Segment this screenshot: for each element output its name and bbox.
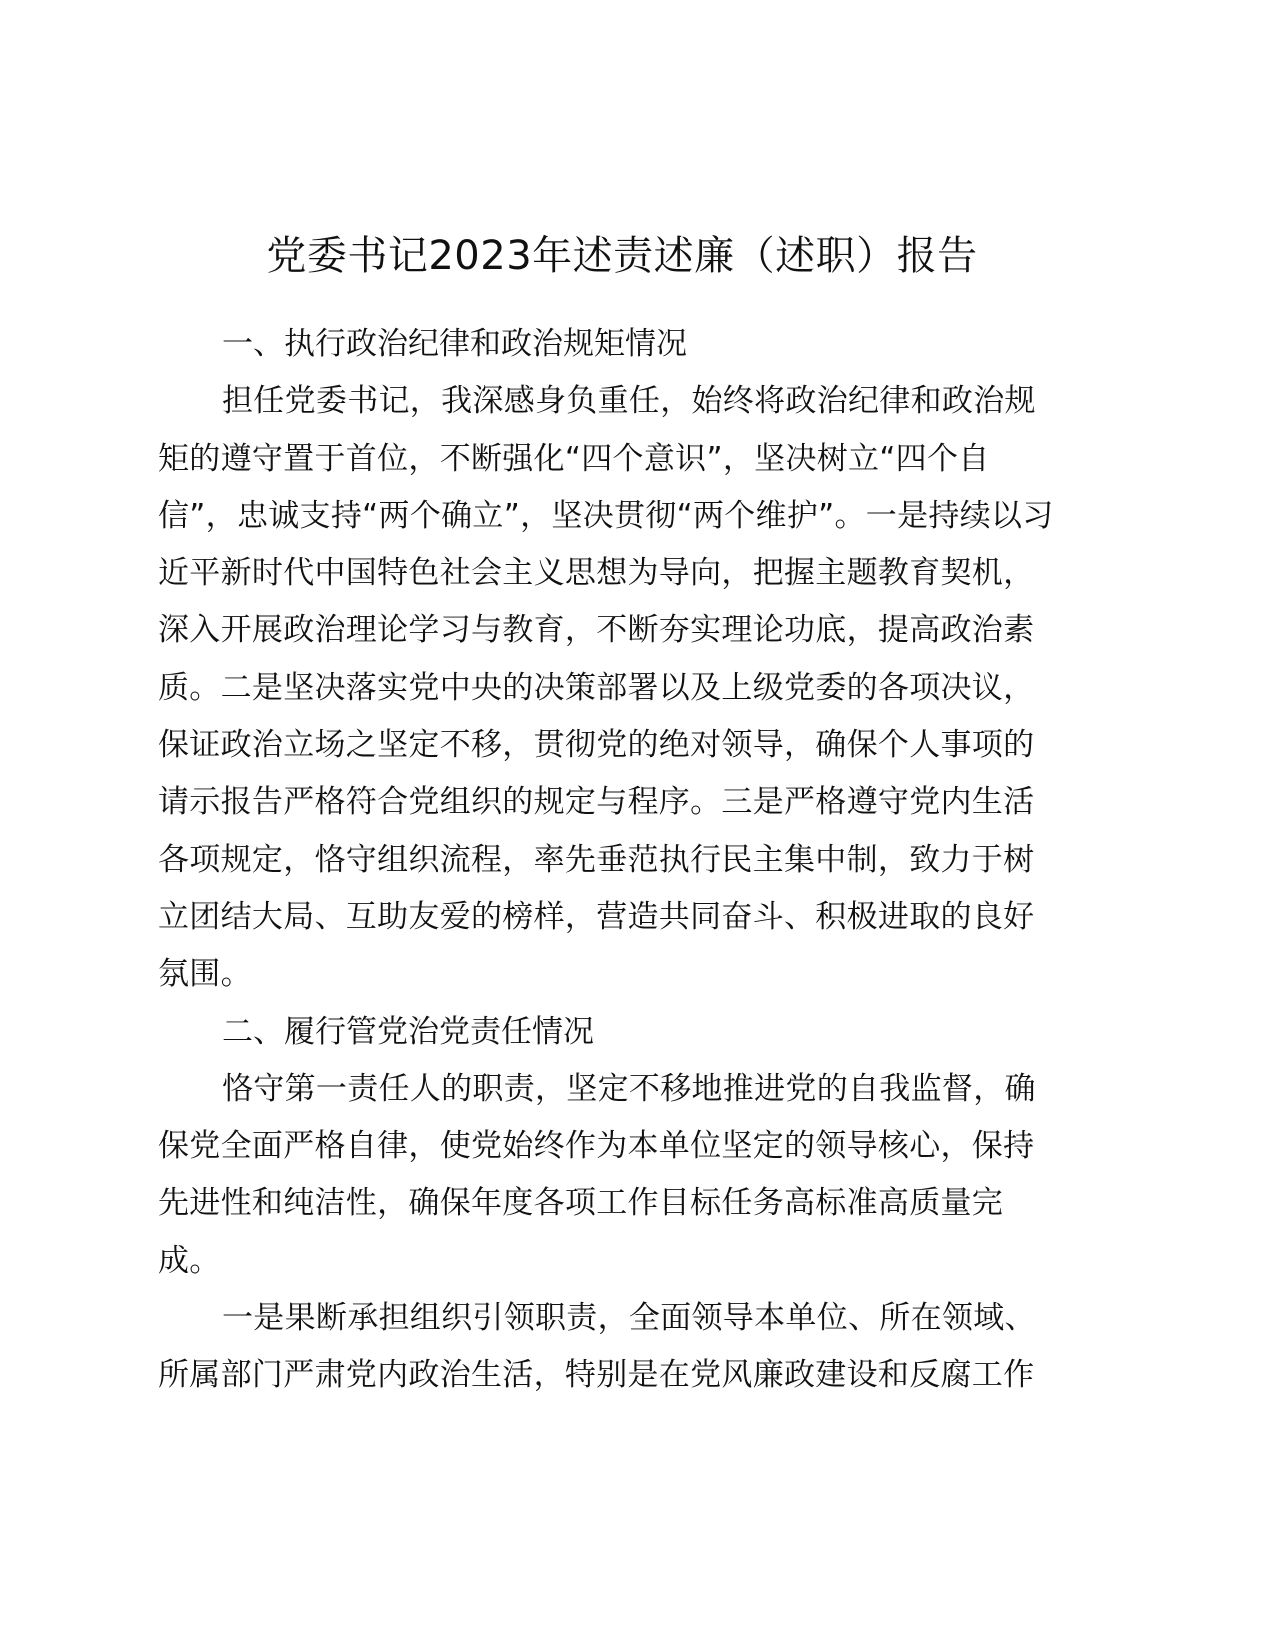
text-line: 成。 bbox=[158, 1242, 221, 1279]
text-line: 保证政治立场之坚定不移，贯彻党的绝对领导，确保个人事项的 bbox=[158, 727, 1035, 764]
text-line: 深入开展政治理论学习与教育，不断夯实理论功底，提高政治素 bbox=[158, 612, 1035, 649]
text-line: 近平新时代中国特色社会主义思想为导向，把握主题教育契机， bbox=[158, 555, 1035, 592]
text-line: 质。二是坚决落实党中央的决策部署以及上级党委的各项决议， bbox=[158, 669, 1035, 706]
text-line: 立团结大局、互助友爱的榜样，营造共同奋斗、积极进取的良好 bbox=[158, 898, 1035, 935]
text-line: 恪守第一责任人的职责，坚定不移地推进党的自我监督，确 bbox=[222, 1070, 1036, 1107]
section-heading-1: 一、执行政治纪律和政治规矩情况 bbox=[222, 326, 687, 362]
text-line: 各项规定，恪守组织流程，率先垂范执行民主集中制，致力于树 bbox=[158, 841, 1035, 878]
text-line: 保党全面严格自律，使党始终作为本单位坚定的领导核心，保持 bbox=[158, 1128, 1035, 1165]
text-line: 氛围。 bbox=[158, 956, 252, 993]
document-title: 党委书记2023年述责述廉（述职）报告 bbox=[266, 233, 978, 279]
section-1-paragraph bbox=[158, 373, 1074, 1003]
text-line: 一是果断承担组织引领职责，全面领导本单位、所在领域、 bbox=[222, 1300, 1036, 1337]
document-body bbox=[158, 226, 1074, 1405]
section-heading-2: 二、履行管党治党责任情况 bbox=[222, 1013, 594, 1050]
text-line: 先进性和纯洁性，确保年度各项工作目标任务高标准高质量完 bbox=[158, 1185, 1004, 1222]
section-2-paragraph-2 bbox=[158, 1290, 1074, 1405]
text-line: 请示报告严格符合党组织的规定与程序。三是严格遵守党内生活 bbox=[158, 784, 1035, 821]
text-line: 所属部门严肃党内政治生活，特别是在党风廉政建设和反腐工作 bbox=[158, 1357, 1035, 1394]
text-line: 信”，忠诚支持“两个确立”，坚决贯彻“两个维护”。一是持续以习 bbox=[158, 497, 1054, 534]
text-line: 担任党委书记，我深感身负重任，始终将政治纪律和政治规 bbox=[222, 383, 1036, 420]
text-line: 矩的遵守置于首位，不断强化“四个意识”，坚决树立“四个自 bbox=[158, 440, 990, 477]
section-2-paragraph-1 bbox=[158, 1061, 1074, 1290]
